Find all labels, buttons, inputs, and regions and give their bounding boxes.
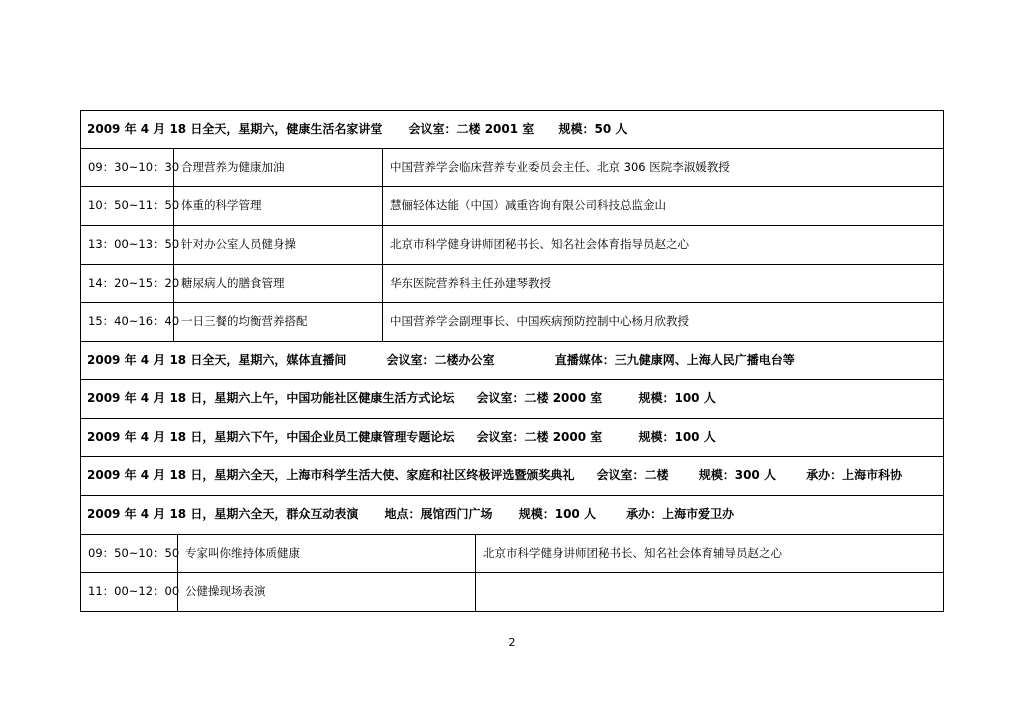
topic-cell: 针对办公室人员健身操 bbox=[173, 226, 382, 264]
speaker-cell bbox=[475, 573, 943, 611]
session-header-ceremony bbox=[80, 457, 944, 496]
table-row bbox=[80, 573, 944, 612]
header-date: 2009 年 4 月 18 日，星期六全天，群众互动表演 bbox=[87, 507, 359, 521]
header-scale: 规模：50 人 bbox=[558, 122, 628, 136]
page-number: 2 bbox=[508, 636, 516, 649]
time-cell: 10：50~11：50 bbox=[88, 198, 180, 212]
header-scale: 规模：100 人 bbox=[638, 430, 716, 444]
topic-cell: 糖尿病人的膳食管理 bbox=[173, 265, 382, 302]
header-room: 会议室：二楼 2001 室 bbox=[408, 122, 535, 136]
speaker-cell: 华东医院营养科主任孙建琴教授 bbox=[382, 265, 943, 302]
header-date: 2009 年 4 月 18 日全天，星期六，健康生活名家讲堂 bbox=[87, 122, 383, 136]
topic-cell: 一日三餐的均衡营养搭配 bbox=[173, 303, 382, 341]
header-room: 会议室：二楼办公室 bbox=[386, 353, 495, 367]
table-row bbox=[80, 226, 944, 265]
speaker-cell: 中国营养学会临床营养专业委员会主任、北京 306 医院李淑媛教授 bbox=[382, 149, 943, 186]
header-date: 2009 年 4 月 18 日，星期六全天，上海市科学生活大使、家庭和社区终极评选暨颁奖典礼 bbox=[87, 468, 575, 482]
time-cell: 09：50~10：50 bbox=[88, 546, 180, 560]
header-scale: 规模：100 人 bbox=[638, 391, 716, 405]
header-media: 直播媒体：三九健康网、上海人民广播电台等 bbox=[554, 353, 795, 367]
speaker-cell: 慧俪轻体达能（中国）减重咨询有限公司科技总监金山 bbox=[382, 187, 943, 225]
speaker-cell: 北京市科学健身讲师团秘书长、知名社会体育指导员赵之心 bbox=[382, 226, 943, 264]
header-organizer: 承办：上海市爱卫办 bbox=[626, 507, 735, 521]
session-header-forum-am bbox=[80, 380, 944, 419]
time-cell: 13：00~13：50 bbox=[88, 237, 180, 251]
speaker-cell: 北京市科学健身讲师团秘书长、知名社会体育辅导员赵之心 bbox=[475, 535, 943, 572]
header-scale: 规模：100 人 bbox=[518, 507, 596, 521]
header-room: 会议室：二楼 2000 室 bbox=[476, 430, 603, 444]
session-header-performance bbox=[80, 496, 944, 535]
table-row bbox=[80, 149, 944, 187]
table-row bbox=[80, 187, 944, 226]
header-organizer: 承办：上海市科协 bbox=[806, 468, 903, 482]
topic-cell: 专家叫你维持体质健康 bbox=[177, 535, 475, 572]
header-date: 2009 年 4 月 18 日，星期六下午，中国企业员工健康管理专题论坛 bbox=[87, 430, 455, 444]
session-header-media bbox=[80, 342, 944, 380]
topic-cell: 公健操现场表演 bbox=[177, 573, 475, 611]
header-date: 2009 年 4 月 18 日全天，星期六，媒体直播间 bbox=[87, 353, 347, 367]
header-place: 地点：展馆西门广场 bbox=[384, 507, 493, 521]
time-cell: 14：20~15：20 bbox=[88, 276, 180, 290]
topic-cell: 体重的科学管理 bbox=[173, 187, 382, 225]
table-row bbox=[80, 265, 944, 303]
session-header-forum-pm bbox=[80, 419, 944, 457]
topic-cell: 合理营养为健康加油 bbox=[173, 149, 382, 186]
table-row bbox=[80, 303, 944, 342]
header-room: 会议室：二楼 bbox=[596, 468, 669, 482]
session-header-lecture bbox=[80, 110, 944, 149]
time-cell: 09：30~10：30 bbox=[88, 160, 180, 174]
table-row bbox=[80, 535, 944, 573]
speaker-cell: 中国营养学会副理事长、中国疾病预防控制中心杨月欣教授 bbox=[382, 303, 943, 341]
header-room: 会议室：二楼 2000 室 bbox=[476, 391, 603, 405]
header-date: 2009 年 4 月 18 日，星期六上午，中国功能社区健康生活方式论坛 bbox=[87, 391, 455, 405]
time-cell: 15：40~16：40 bbox=[88, 314, 180, 328]
header-scale: 规模：300 人 bbox=[698, 468, 776, 482]
time-cell: 11：00~12：00 bbox=[88, 584, 180, 598]
